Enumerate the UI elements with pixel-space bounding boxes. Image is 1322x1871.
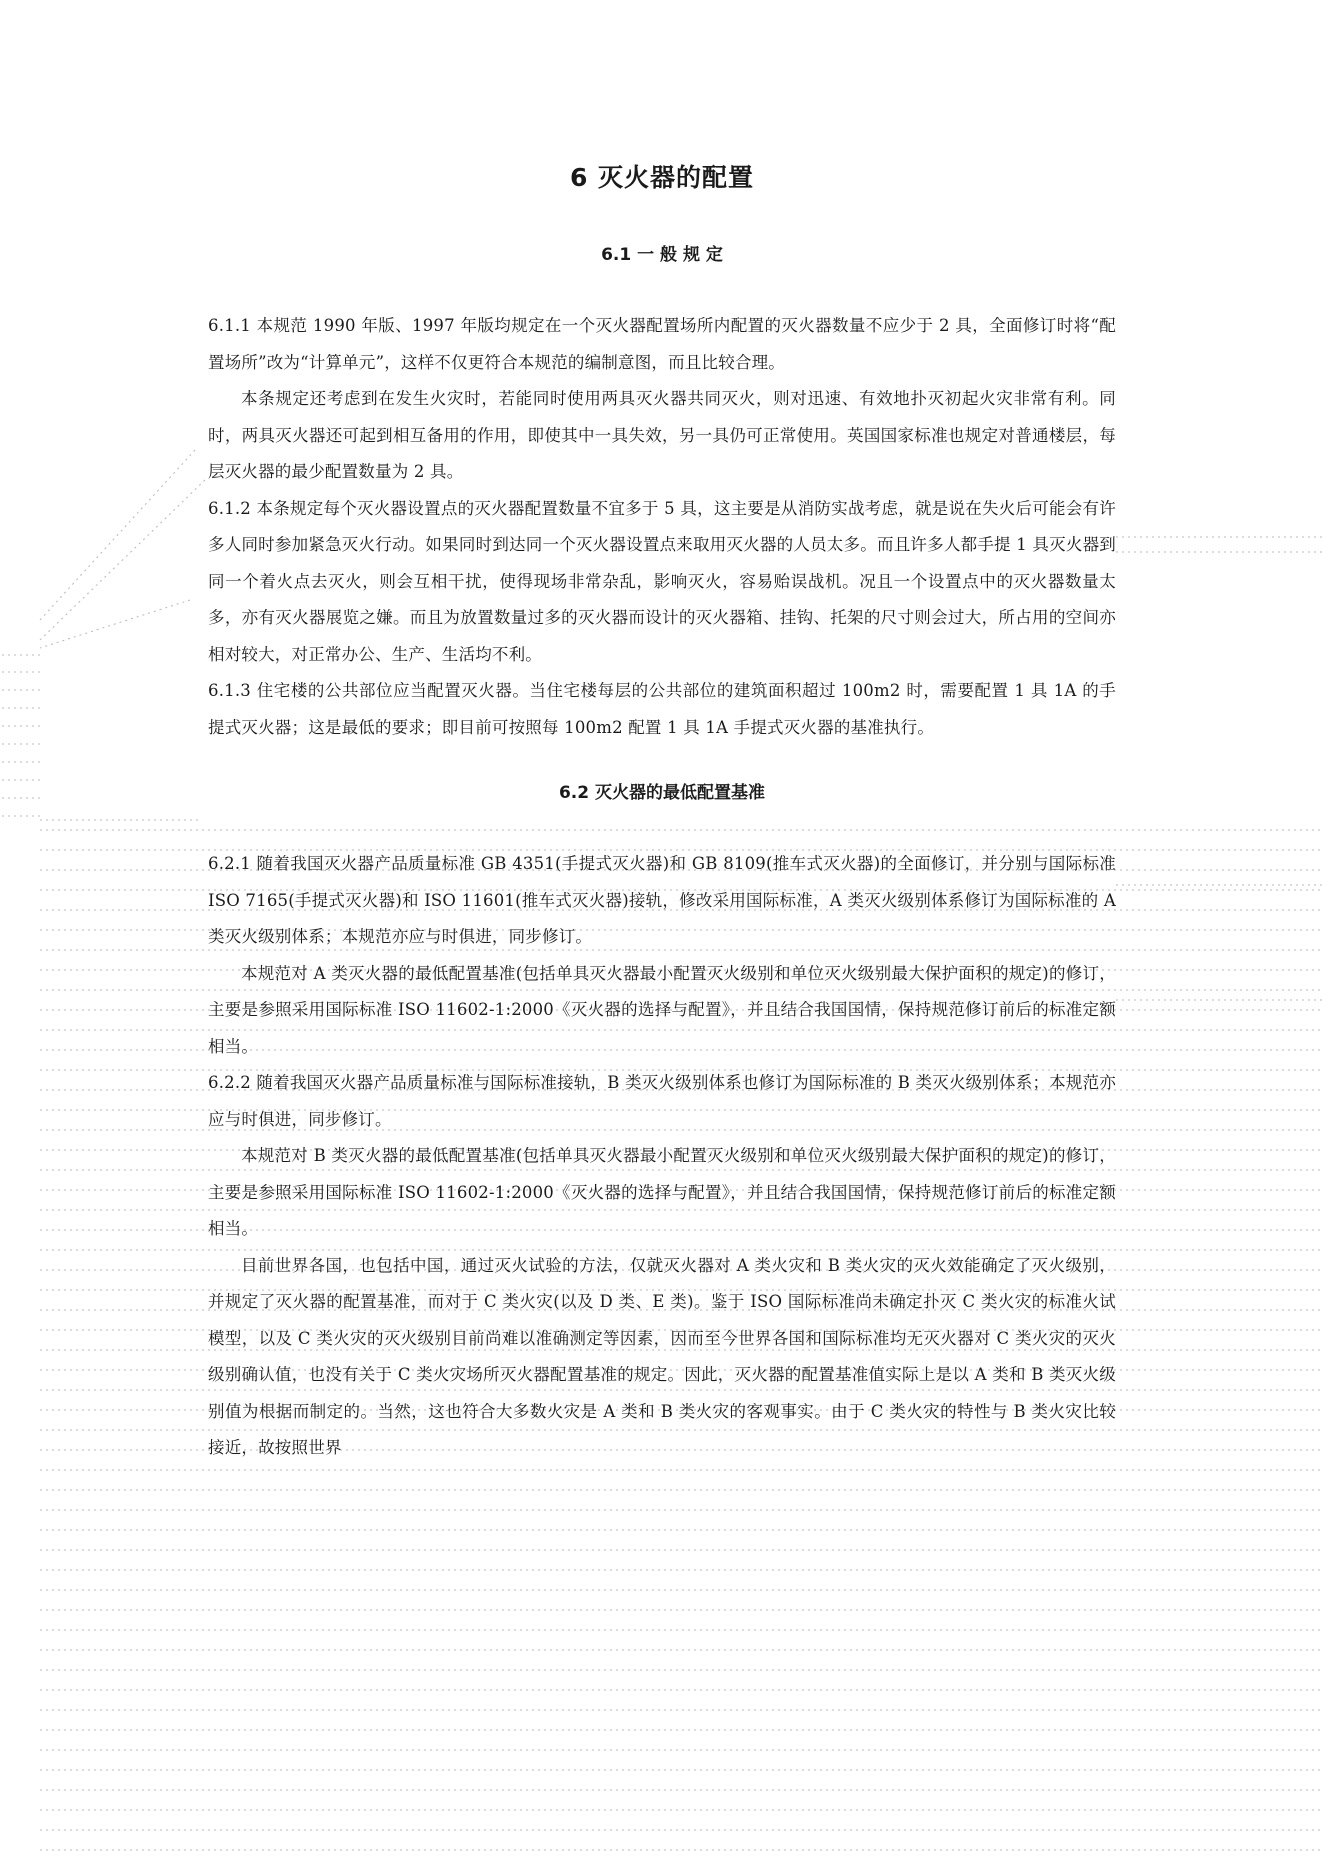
paragraph: 本规范对 B 类灭火器的最低配置基准(包括单具灭火器最小配置灭火级别和单位灭火级别最大保护面积的规定)的修订，主要是参照采用国际标准 ISO 11602-1:2000《灭火器的选择与配置》，并且结合我国国情，保持规范修订前后的标准定额相当。	[208, 1146, 1116, 1238]
section-title: 6.2 灭火器的最低配置基准	[558, 783, 766, 803]
paragraph: 目前世界各国，也包括中国，通过灭火试验的方法，仅就灭火器对 A 类火灾和 B 类火灾的灭火效能确定了灭火级别，并规定了灭火器的配置基准，而对于 C 类火灾(以及 D 类、E 类)。鉴于 ISO 国际标准尚未确定扑灭 C 类火灾的标准火试模型，以及 C 类火灾的灭火级别目前尚难以准确测定等因素，因而至今世界各国和国际标准均无灭火器对 C 类火灾的灭火级别确认值，也没有关于 C 类火灾场所灭火器配置基准的规定。因此，灭火器的配置基准值实际上是以 A 类和 B 类灭火级别值为根据而制定的。当然，这也符合大多数火灾是 A 类和 B 类火灾的客观事实。由于 C 类火灾的特性与 B 类火灾比较接近，故按照世界	[208, 1255, 1116, 1457]
paragraph: 6.2.1 随着我国灭火器产品质量标准 GB 4351(手提式灭火器)和 GB 8109(推车式灭火器)的全面修订，并分别与国际标准 ISO 7165(手提式灭火器)和 ISO 11601(推车式灭火器)接轨，修改采用国际标准，A 类灭火级别体系修订为国际标准的 A 类灭火级别体系；本规范亦应与时俱进，同步修订。	[208, 854, 1116, 946]
document-body	[208, 160, 1116, 1467]
section-title: 6.1 一 般 规 定	[601, 245, 723, 265]
chapter-title: 6 灭火器的配置	[569, 163, 755, 192]
paragraph: 6.1.1 本规范 1990 年版、1997 年版均规定在一个灭火器配置场所内配置的灭火器数量不应少于 2 具，全面修订时将“配置场所”改为“计算单元”，这样不仅更符合本规范的编制意图，而且比较合理。	[208, 316, 1116, 372]
paragraph: 本规范对 A 类灭火器的最低配置基准(包括单具灭火器最小配置灭火级别和单位灭火级别最大保护面积的规定)的修订，主要是参照采用国际标准 ISO 11602-1:2000《灭火器的选择与配置》，并且结合我国国情，保持规范修订前后的标准定额相当。	[208, 963, 1116, 1056]
paragraph: 6.1.3 住宅楼的公共部位应当配置灭火器。当住宅楼每层的公共部位的建筑面积超过 100m2 时，需要配置 1 具 1A 的手提式灭火器；这是最低的要求；即目前可按照每 100m2 配置 1 具 1A 手提式灭火器的基准执行。	[208, 681, 1116, 737]
paragraph: 6.1.2 本条规定每个灭火器设置点的灭火器配置数量不宜多于 5 具，这主要是从消防实战考虑，就是说在失火后可能会有许多人同时参加紧急灭火行动。如果同时到达同一个灭火器设置点来取用灭火器的人员太多。而且许多人都手提 1 具灭火器到同一个着火点去灭火，则会互相干扰，使得现场非常杂乱，影响灭火，容易贻误战机。况且一个设置点中的灭火器数量太多，亦有灭火器展览之嫌。而且为放置数量过多的灭火器而设计的灭火器箱、挂钩、托架的尺寸则会过大，所占用的空间亦相对较大，对正常办公、生产、生活均不利。	[208, 498, 1116, 664]
paragraph: 6.2.2 随着我国灭火器产品质量标准与国际标准接轨，B 类灭火级别体系也修订为国际标准的 B 类灭火级别体系；本规范亦应与时俱进，同步修订。	[208, 1073, 1116, 1129]
paragraph: 本条规定还考虑到在发生火灾时，若能同时使用两具灭火器共同灭火，则对迅速、有效地扑灭初起火灾非常有利。同时，两具灭火器还可起到相互备用的作用，即使其中一具失效，另一具仍可正常使用。英国国家标准也规定对普通楼层，每层灭火器的最少配置数量为 2 具。	[208, 389, 1116, 481]
